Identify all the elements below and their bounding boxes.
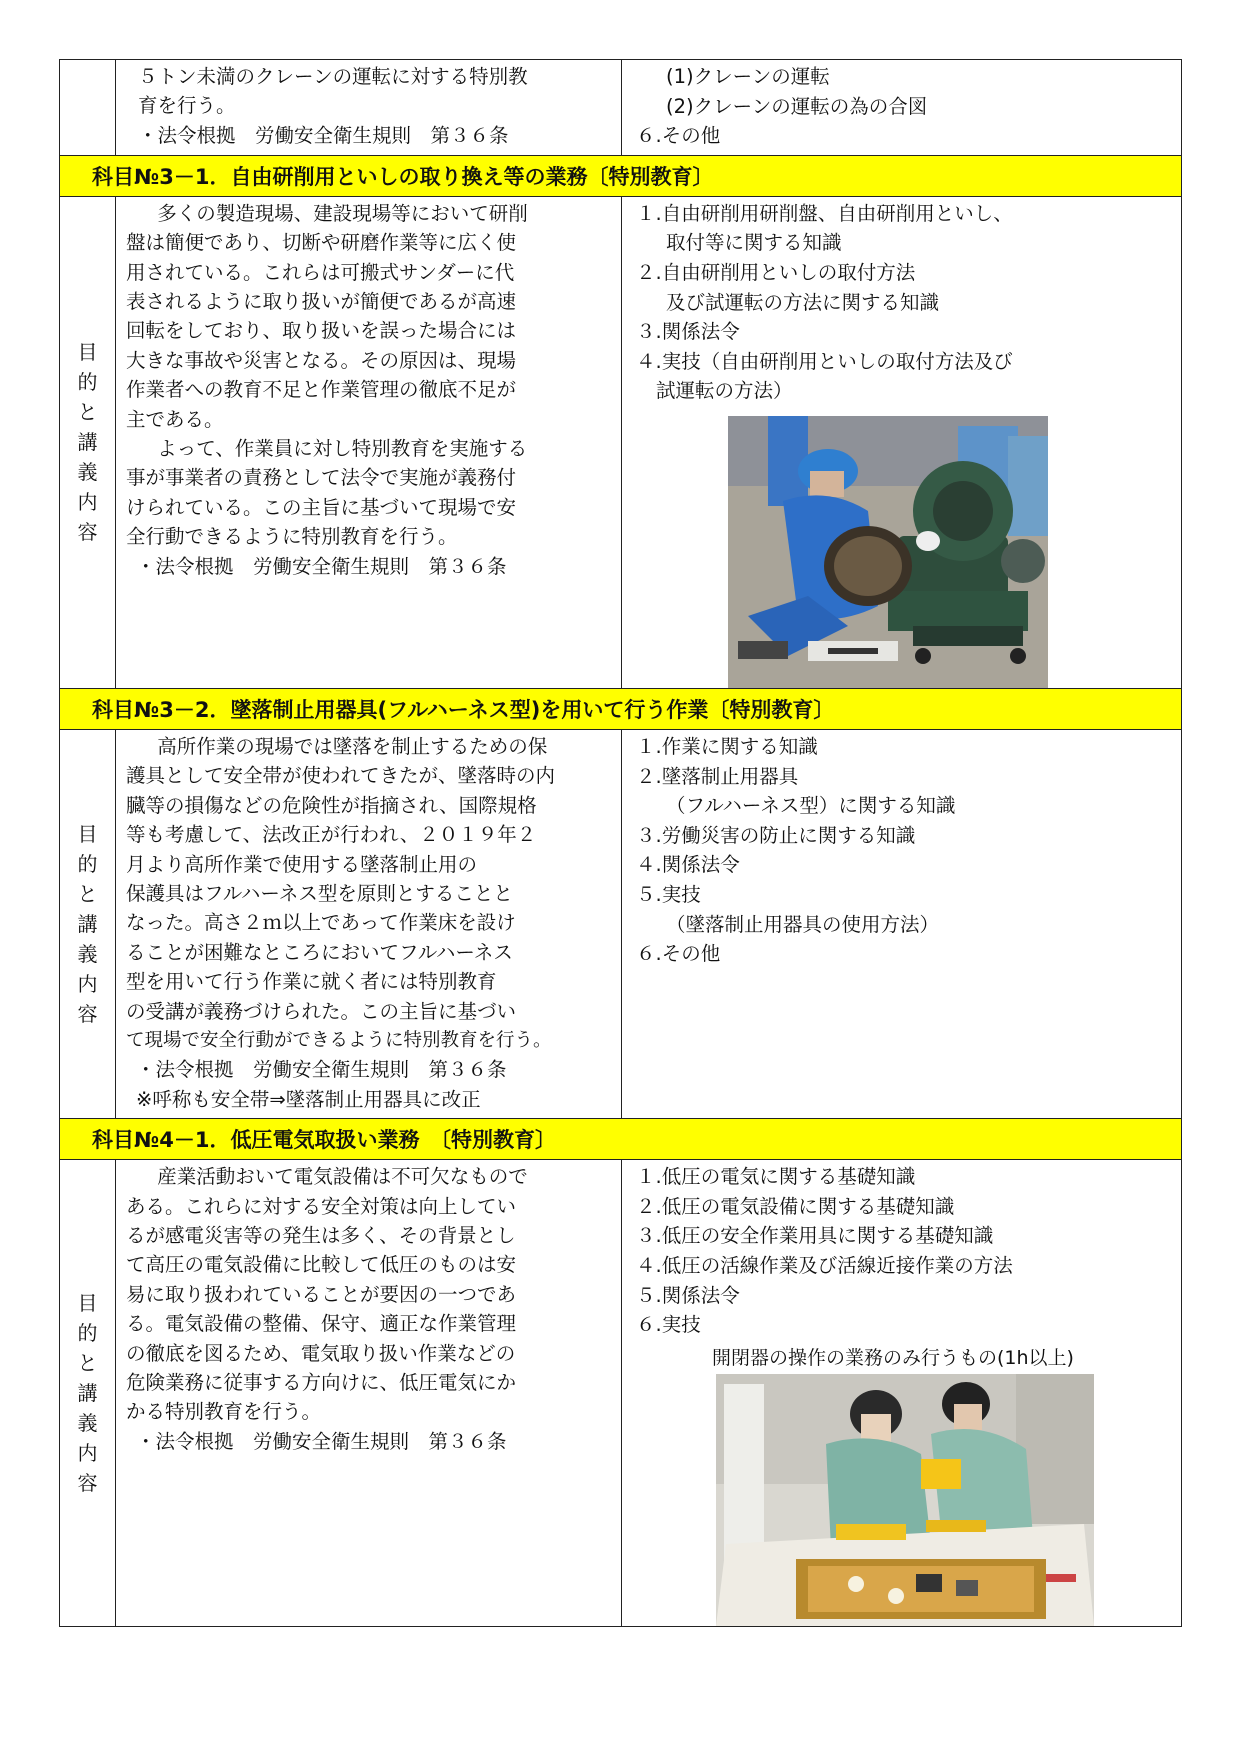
section-label [60,196,116,688]
purpose-line: 回転をしており、取り扱いを誤った場合には [126,319,517,343]
section-header: 科目№3－1．自由研削用といしの取り換え等の業務〔特別教育〕 [92,164,714,189]
label-char: と [77,400,98,425]
purpose-line: る。電気設備の整備、保守、適正な作業管理 [126,1312,517,1336]
section-header-cell [60,155,1182,196]
note: ※呼称も安全帯⇒墜落制止用器具に改正 [136,1087,481,1111]
legal-basis: ・法令根拠 労働安全衛生規則 第３６条 [136,554,507,578]
purpose-line: るが感電災害等の発生は多く、その背景とし [126,1224,516,1248]
section-label [60,1160,116,1627]
items-cell [622,1160,1182,1627]
purpose-line: 全行動できるように特別教育を行う。 [126,525,458,549]
label-char: 講 [77,912,98,937]
item: ６.その他 [636,942,721,966]
purpose-line: 等も考慮して、法改正が行われ、２０１９年２ [126,823,537,847]
purpose-line: かる特別教育を行う。 [126,1400,322,1424]
section-header-row [60,688,1182,729]
item: ５.実技 [636,882,701,906]
section-header-row [60,155,1182,196]
purpose-line: 月より高所作業で使用する墜落制止用の [126,852,478,876]
intro-item: ６.その他 [636,124,721,148]
purpose-line: なった。高さ２ｍ以上であって作業床を設け [126,911,516,935]
section-header: 科目№3－2．墜落制止用器具(フルハーネス型)を用いて行う作業〔特別教育〕 [92,697,835,722]
item: 取付等に関する知識 [666,231,842,255]
purpose-cell [116,729,622,1118]
section-label [60,729,116,1118]
intro-item: (1)クレーンの運転 [666,65,830,88]
item: ４.実技（自由研削用といしの取付方法及び [636,349,1013,373]
section-header-cell [60,1119,1182,1160]
label-char: 内 [77,972,98,997]
item: （墜落制止用器具の使用方法） [666,912,940,936]
item: （フルハーネス型）に関する知識 [666,794,956,818]
purpose-line: 事が事業者の責務として法令で実施が義務付 [126,466,517,490]
purpose-line: 型を用いて行う作業に就く者には特別教育 [126,970,497,994]
item: １.自由研削用研削盤、自由研削用といし、 [636,201,1013,225]
label-char: 的 [77,370,98,395]
purpose-line: 主である。 [126,407,224,431]
label-char: 目 [77,340,98,365]
intro-item: (2)クレーンの運転の為の合図 [666,94,928,118]
section-header-cell [60,688,1182,729]
electrical-photo-image [716,1374,1094,1626]
item: ２.自由研削用といしの取付方法 [636,260,916,284]
items-cell [622,196,1182,688]
purpose-line: 用されている。これらは可搬式サンダーに代 [126,260,515,284]
label-char: 目 [77,822,98,847]
intro-purpose-cell [116,60,622,156]
purpose-line: 作業者への教育不足と作業管理の徹底不足が [126,378,517,402]
purpose-line: 護具として安全帯が使われてきたが、墜落時の内 [126,764,556,788]
label-char: 義 [77,1411,98,1435]
purpose-line: 易に取り扱われていることが要因の一つであ [126,1282,517,1306]
purpose-cell [116,1160,622,1627]
item: ４.低圧の活線作業及び活線近接作業の方法 [636,1254,1013,1277]
intro-line: ・法令根拠 労働安全衛生規則 第３６条 [138,123,509,147]
item: ２.低圧の電気設備に関する基礎知識 [636,1194,955,1218]
section-row [60,196,1182,688]
label-char: 内 [77,490,98,515]
intro-line: 育を行う。 [138,94,236,118]
label-char: 容 [77,1471,98,1495]
item: １.作業に関する知識 [636,734,818,758]
label-char: と [77,1351,98,1375]
purpose-line: の徹底を図るため、電気取り扱い作業などの [126,1341,516,1365]
label-char: と [77,882,98,907]
purpose-line: ある。これらに対する安全対策は向上してい [126,1194,517,1218]
document-sheet [59,59,1181,1627]
label-char: 講 [77,430,98,455]
purpose-line: けられている。この主旨に基づいて現場で安 [126,495,517,519]
grinder-training-photo [622,416,1181,688]
photo-caption: 開閉器の操作の業務のみ行うもの(1h以上) [712,1346,1074,1369]
section-header: 科目№4－1．低圧電気取扱い業務 〔特別教育〕 [92,1128,556,1153]
item: ３.関係法令 [636,320,740,344]
purpose-line: 保護具はフルハーネス型を原則とすることと [126,881,513,905]
purpose-cell [116,196,622,688]
purpose-line: よって、作業員に対し特別教育を実施する [157,437,528,461]
purpose-line: て高圧の電気設備に比較して低圧のものは安 [126,1253,517,1277]
label-char: 内 [77,1441,98,1465]
item: ５.関係法令 [636,1283,740,1307]
item: ６.実技 [636,1313,701,1337]
label-char: 目 [77,1291,98,1315]
intro-label-cell [60,60,116,156]
purpose-line: ることが困難なところにおいてフルハーネス [126,940,513,964]
intro-line: ５トン未満のクレーンの運転に対する特別教 [138,65,528,88]
items-cell [622,729,1182,1118]
intro-row [60,60,1182,156]
label-char: 義 [77,942,98,967]
purpose-line: て現場で安全行動ができるように特別教育を行う。 [126,1030,552,1051]
intro-items-cell [622,60,1182,156]
purpose-line: 危険業務に従事する方向けに、低圧電気にか [126,1371,517,1395]
purpose-line: 大きな事故や災害となる。その原因は、現場 [126,348,517,372]
label-char: 講 [77,1381,98,1405]
legal-basis: ・法令根拠 労働安全衛生規則 第３６条 [136,1429,507,1453]
section-row [60,1160,1182,1627]
purpose-line: 表されるように取り扱いが簡便であるが高速 [126,290,517,313]
purpose-line: 産業活動おいて電気設備は不可欠なもので [157,1165,528,1189]
item: ３.低圧の安全作業用具に関する基礎知識 [636,1224,994,1248]
item: ４.関係法令 [636,853,740,877]
item: 試運転の方法） [656,379,793,403]
purpose-line: 臓等の損傷などの危険性が指摘され、国際規格 [126,793,537,817]
section-header-row [60,1119,1182,1160]
label-char: 的 [77,1321,98,1345]
purpose-line: 多くの製造現場、建設現場等において研削 [157,201,528,225]
purpose-line: の受講が義務づけられた。この主旨に基づい [126,999,517,1023]
item: 及び試運転の方法に関する知識 [666,290,940,314]
purpose-line: 盤は簡便であり、切断や研磨作業等に広く使 [126,231,517,255]
purpose-line: 高所作業の現場では墜落を制止するための保 [157,734,548,758]
label-char: 的 [77,852,98,877]
item: ２.墜落制止用器具 [636,764,799,788]
course-table [59,59,1182,1627]
item: １.低圧の電気に関する基礎知識 [636,1165,916,1189]
label-char: 容 [77,1002,98,1027]
legal-basis: ・法令根拠 労働安全衛生規則 第３６条 [136,1058,507,1082]
grinder-photo-image [728,416,1048,688]
electrical-training-photo [622,1374,1181,1626]
label-char: 容 [77,520,98,545]
section-row [60,729,1182,1118]
item: ３.労働災害の防止に関する知識 [636,823,916,847]
label-char: 義 [77,460,98,485]
